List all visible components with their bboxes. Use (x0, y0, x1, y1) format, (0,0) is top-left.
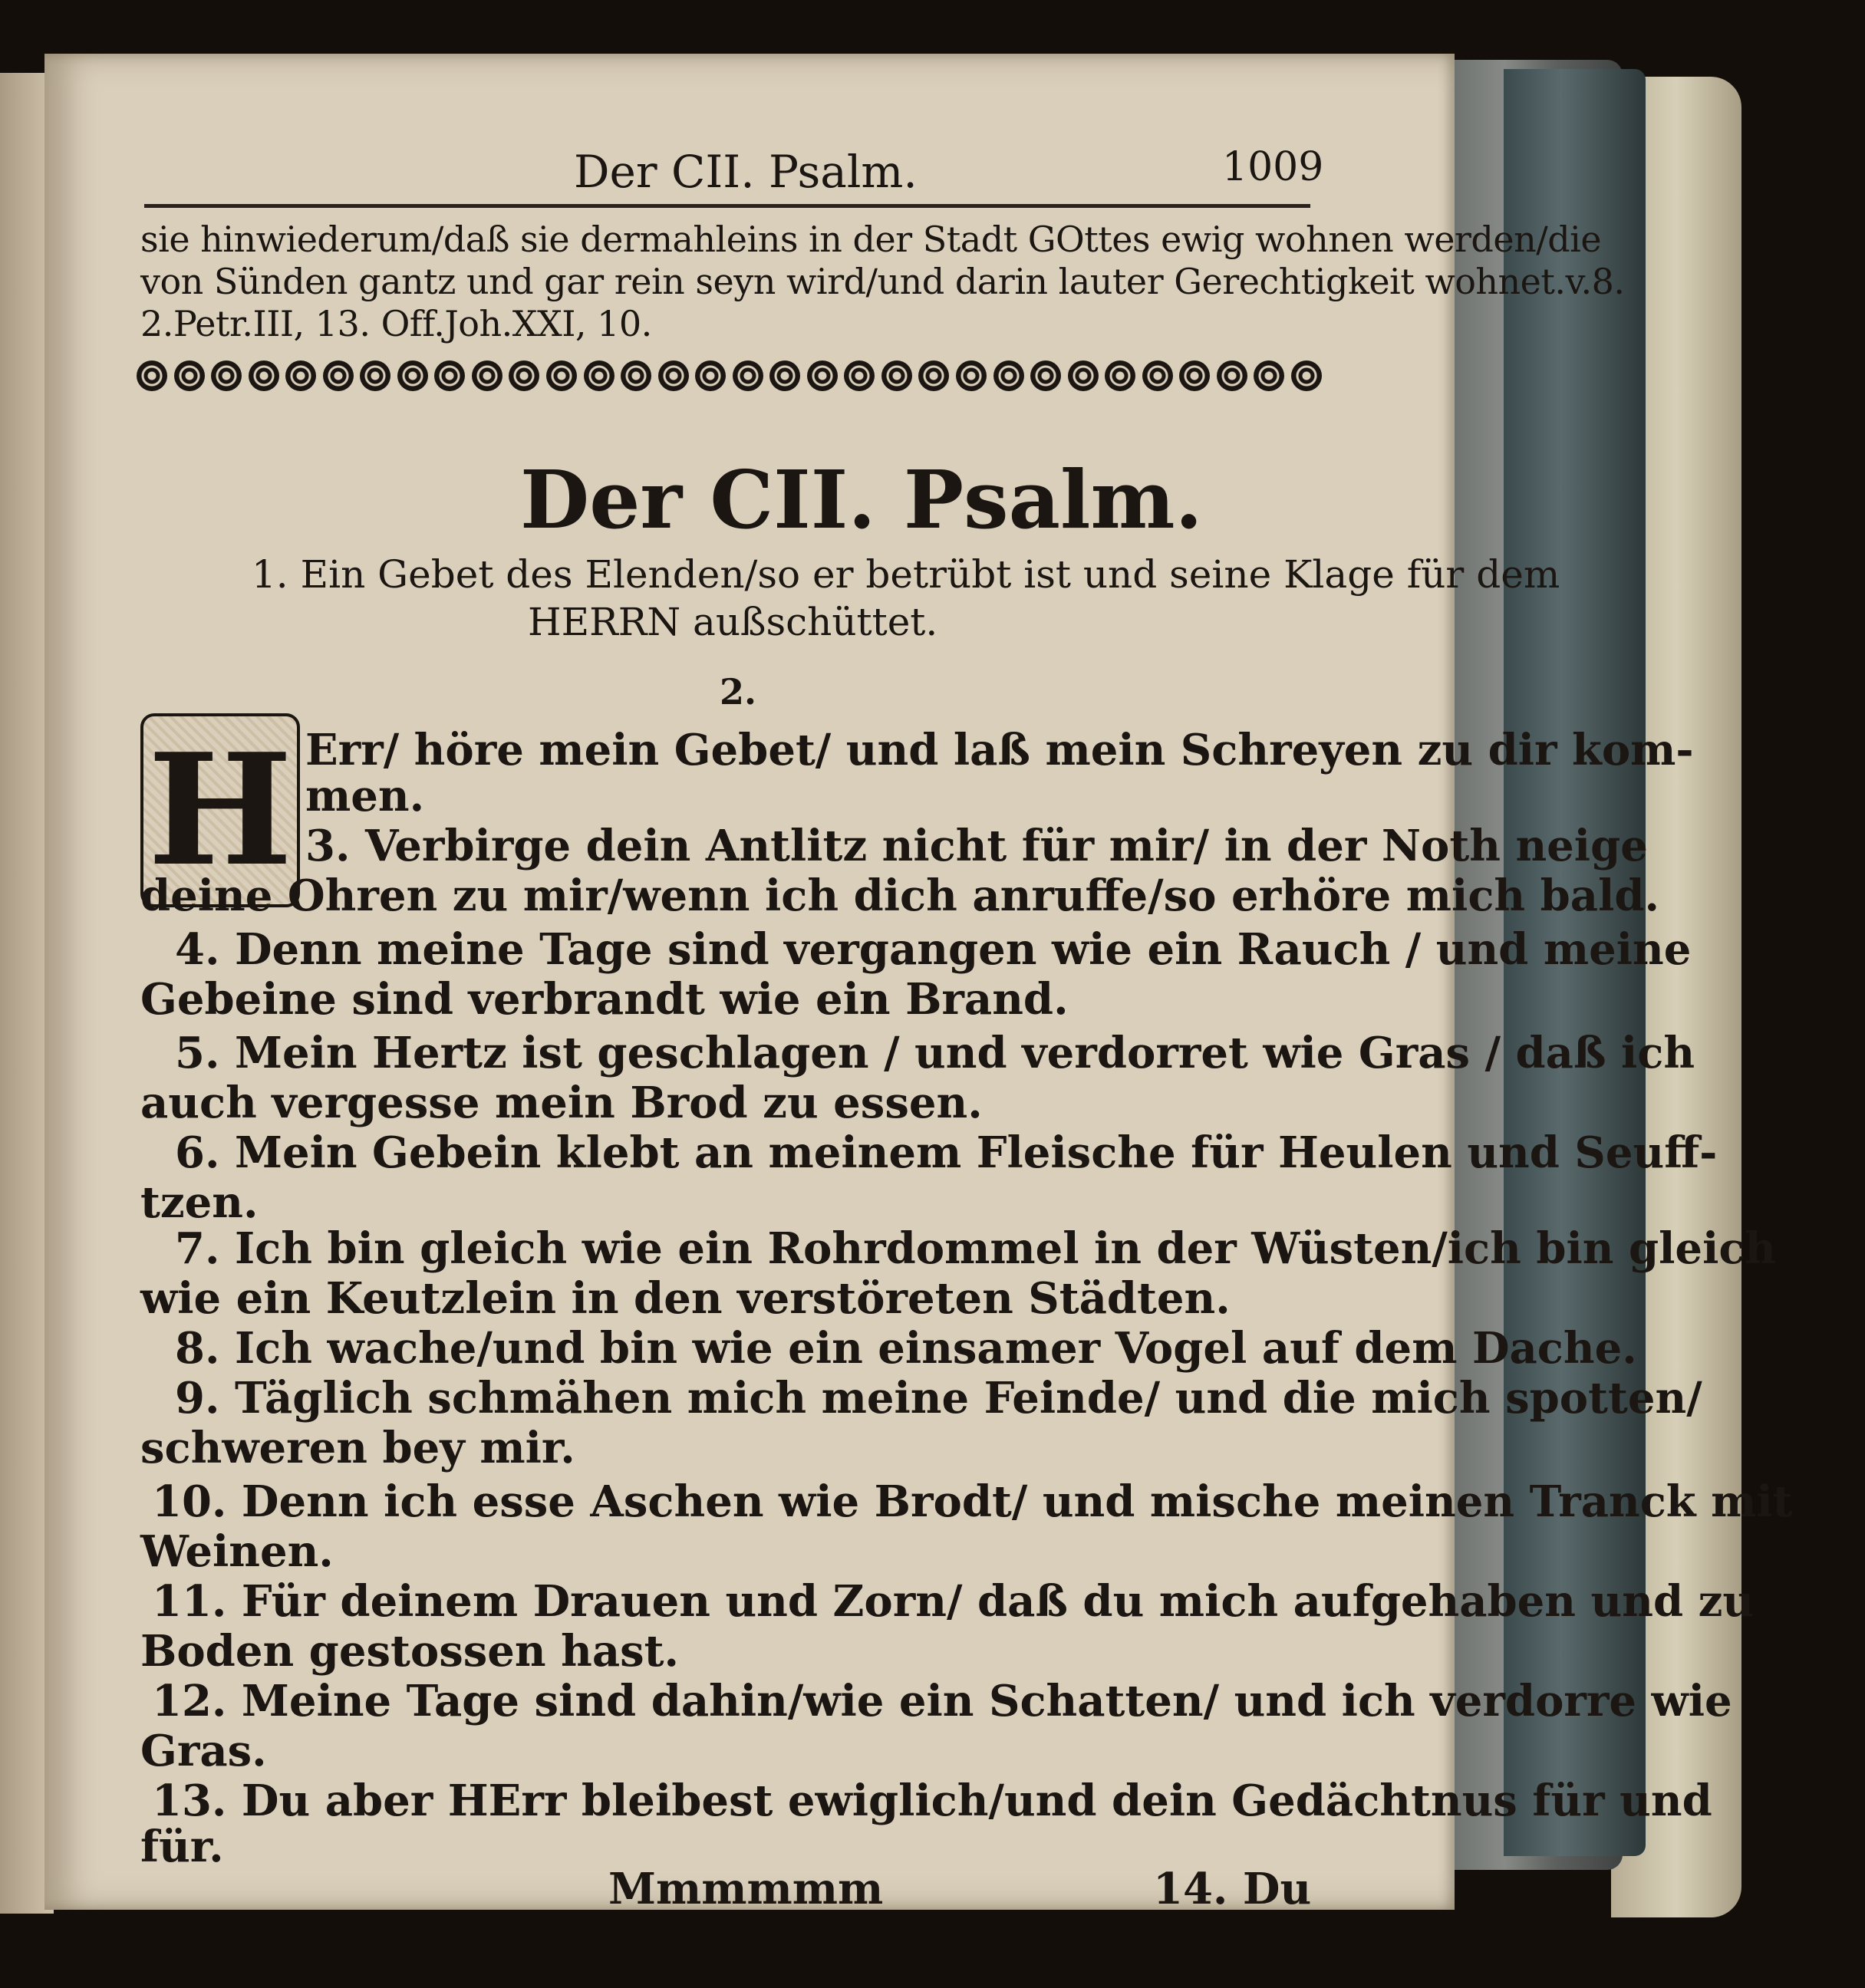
ornament-icon (1291, 360, 1322, 391)
ornament-icon (1142, 360, 1173, 391)
verse-marker: 2. (720, 671, 757, 713)
ornament-icon (360, 360, 390, 391)
ornament-icon (323, 360, 354, 391)
drop-cap-initial: H (140, 713, 300, 907)
verse-line: 4. Denn meine Tage sind vergangen wie ein Rauch / und meine (175, 924, 1692, 975)
verse-line: deine Ohren zu mir/wenn ich dich anruffe/so erhöre mich bald. (140, 871, 1659, 921)
verse-line: wie ein Keutzlein in den verstöreten Städten. (140, 1273, 1231, 1324)
page-number: 1009 (1222, 144, 1324, 190)
ornament-icon (285, 360, 316, 391)
verse-line: auch vergesse mein Brod zu essen. (140, 1078, 983, 1128)
verse-line: schweren bey mir. (140, 1423, 575, 1473)
verse-line: tzen. (140, 1177, 259, 1228)
ornament-icon (509, 360, 539, 391)
verse-line: Gras. (140, 1726, 267, 1776)
verse-line: 5. Mein Hertz ist geschlagen / und verdorret wie Gras / daß ich (175, 1028, 1695, 1078)
psalm-title: Der CII. Psalm. (520, 453, 1203, 547)
verse-line: Weinen. (140, 1526, 334, 1577)
ornament-icon (695, 360, 726, 391)
verse-line: für. (140, 1822, 224, 1872)
carryover-line: sie hinwiederum/daß sie dermahleins in der Stadt GOttes ewig wohnen werden/die (140, 219, 1602, 260)
ornament-icon (249, 360, 279, 391)
book-page (44, 54, 1793, 1914)
carryover-line: 2.Petr.III, 13. Off.Joh.XXI, 10. (140, 303, 652, 344)
ornament-icon (174, 360, 205, 391)
carryover-line: von Sünden gantz und gar rein seyn wird/und darin lauter Gerechtigkeit wohnet.v.8. (140, 261, 1625, 302)
running-head: Der CII. Psalm. (574, 146, 918, 198)
ornament-icon (918, 360, 949, 391)
ornament-row (137, 360, 1322, 391)
verse-line: 10. Denn ich esse Aschen wie Brodt/ und mische meinen Tranck mit (152, 1476, 1793, 1527)
head-rule (144, 204, 1310, 208)
ornament-icon (769, 360, 800, 391)
ornament-icon (397, 360, 428, 391)
ornament-icon (1254, 360, 1284, 391)
ornament-icon (472, 360, 502, 391)
verse-line: men. (305, 771, 425, 821)
verse-line: 8. Ich wache/und bin wie ein einsamer Vogel auf dem Dache. (175, 1323, 1637, 1374)
signature-mark: Mmmmmm (608, 1864, 884, 1914)
ornament-icon (733, 360, 763, 391)
ornament-icon (211, 360, 242, 391)
ornament-icon (844, 360, 875, 391)
verse-line: 11. Für deinem Drauen und Zorn/ daß du mich aufgehaben und zu (152, 1576, 1755, 1627)
verse-line: 3. Verbirge dein Antlitz nicht für mir/ in der Noth neige (305, 821, 1648, 871)
verse-line: Err/ höre mein Gebet/ und laß mein Schreyen zu dir kom- (305, 725, 1694, 775)
ornament-icon (956, 360, 987, 391)
ornament-icon (546, 360, 577, 391)
psalm-summary-line: 1. Ein Gebet des Elenden/so er betrübt ist und seine Klage für dem (252, 552, 1560, 597)
ornament-icon (1105, 360, 1135, 391)
ornament-icon (658, 360, 689, 391)
verse-line: 7. Ich bin gleich wie ein Rohrdommel in der Wüsten/ich bin gleich (175, 1223, 1777, 1274)
verse-line: 13. Du aber HErr bleibest ewiglich/und dein Gedächtnus für und (152, 1776, 1712, 1826)
ornament-icon (137, 360, 167, 391)
ornament-icon (1068, 360, 1099, 391)
ornament-icon (807, 360, 838, 391)
verse-line: Gebeine sind verbrandt wie ein Brand. (140, 974, 1069, 1025)
psalm-summary-line: HERRN außschüttet. (528, 600, 938, 644)
ornament-icon (621, 360, 651, 391)
ornament-icon (881, 360, 912, 391)
verse-line: 12. Meine Tage sind dahin/wie ein Schatten/ und ich verdorre wie (152, 1676, 1732, 1726)
ornament-icon (434, 360, 465, 391)
verse-line: 9. Täglich schmähen mich meine Feinde/ und die mich spotten/ (175, 1373, 1702, 1424)
ornament-icon (993, 360, 1024, 391)
ornament-icon (584, 360, 615, 391)
verse-line: Boden gestossen hast. (140, 1626, 679, 1677)
ornament-icon (1179, 360, 1210, 391)
verse-line: 6. Mein Gebein klebt an meinem Fleische für Heulen und Seuff- (175, 1127, 1718, 1178)
ornament-icon (1217, 360, 1247, 391)
ornament-icon (1030, 360, 1061, 391)
catchword: 14. Du (1153, 1864, 1312, 1914)
